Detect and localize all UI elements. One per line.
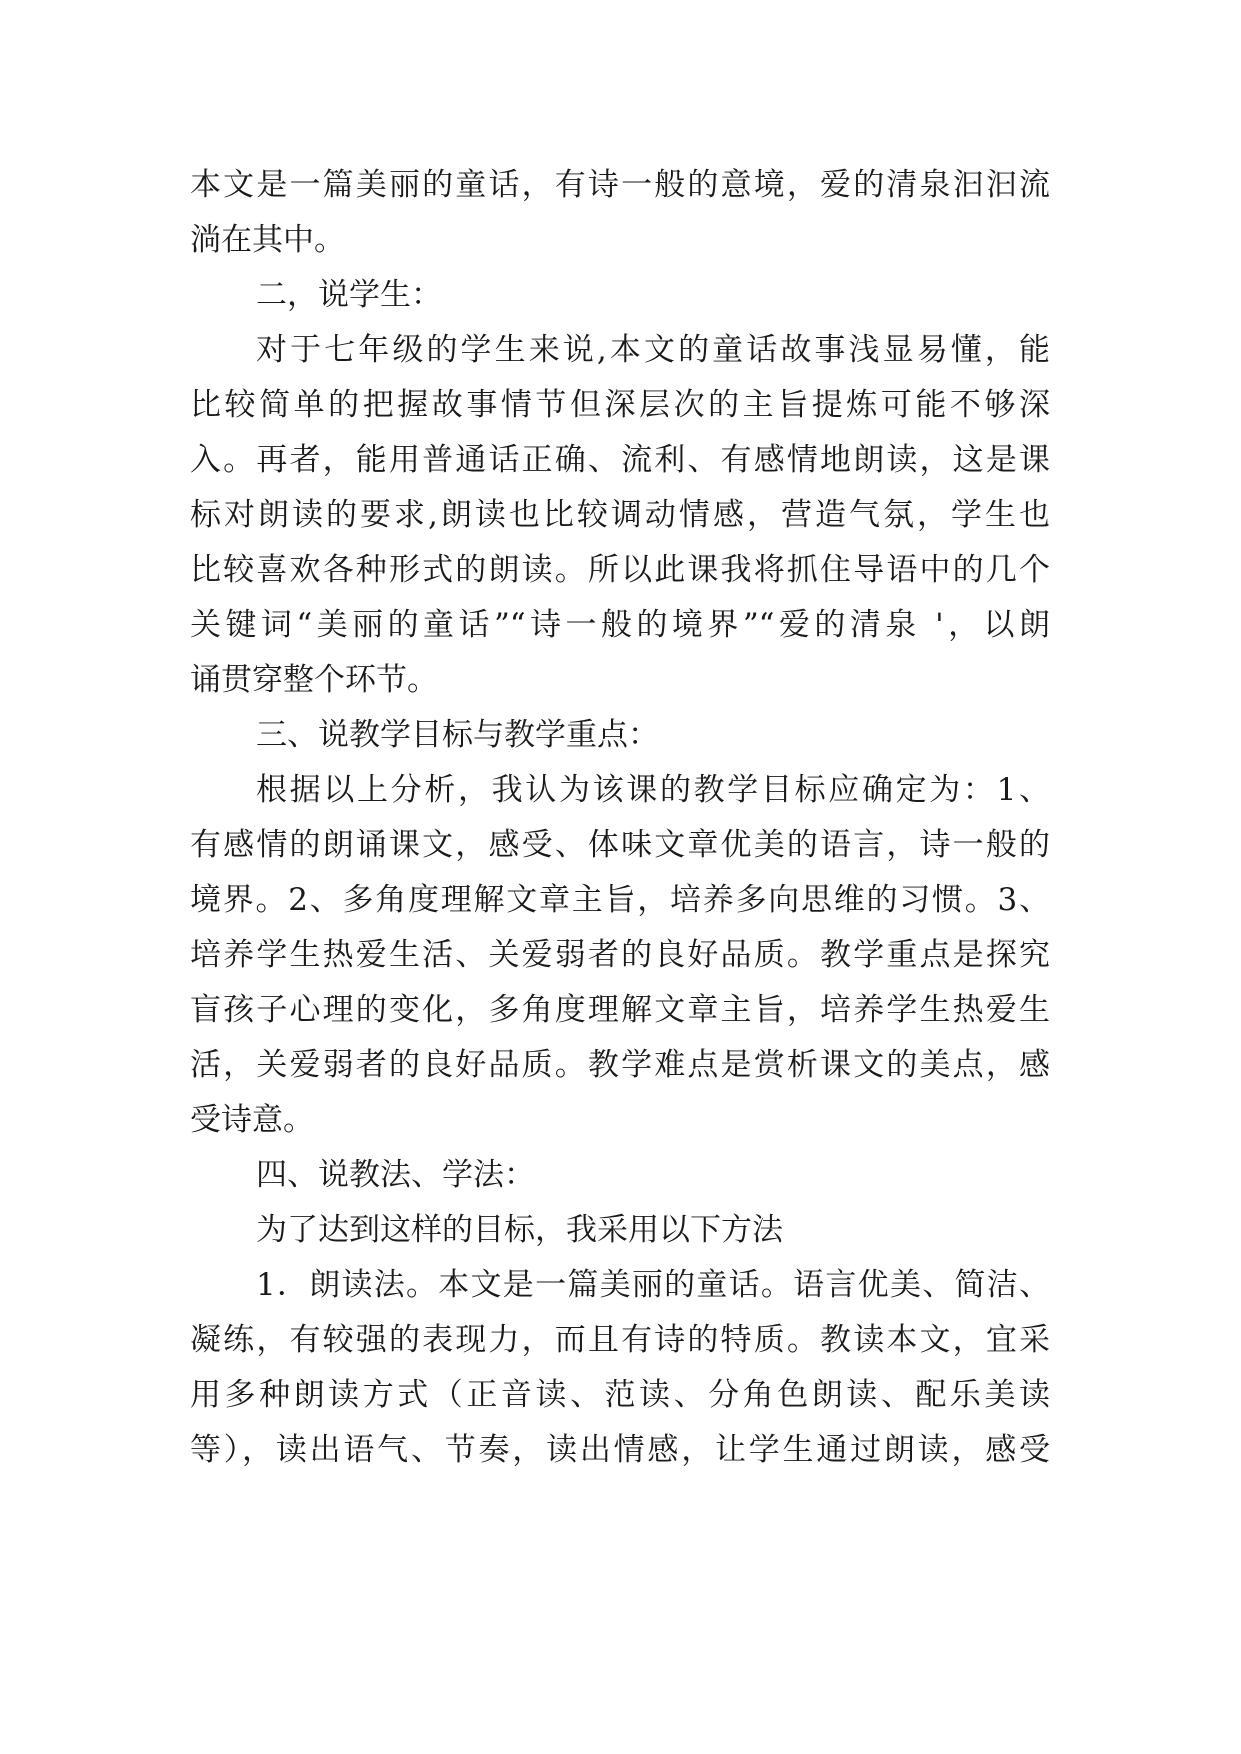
body-text-line: 为了达到这样的目标，我采用以下方法 (256, 1212, 783, 1248)
body-text-line: 关键词“美丽的童话”“诗一般的境界”“爱的清泉 '，以朗 (190, 607, 1050, 643)
body-text-line: 活，关爱弱者的良好品质。教学难点是赏析课文的美点，感 (190, 1047, 1050, 1083)
body-text-line: 等），读出语气、节奏，读出情感，让学生通过朗读，感受 (190, 1432, 1050, 1468)
body-text-line: 凝练，有较强的表现力，而且有诗的特质。教读本文，宜采 (190, 1322, 1050, 1358)
body-text-line: 淌在其中。 (190, 222, 345, 258)
body-text-line: 用多种朗读方式（正音读、范读、分角色朗读、配乐美读 (190, 1377, 1050, 1413)
body-text-line: 根据以上分析，我认为该课的教学目标应确定为：1、 (256, 772, 1050, 808)
body-text-line: 本文是一篇美丽的童话，有诗一般的意境，爱的清泉汩汩流 (190, 167, 1050, 203)
body-text-line: 诵贯穿整个环节。 (190, 662, 438, 698)
section-heading: 四、说教法、学法： (256, 1157, 535, 1193)
body-text-line: 标对朗读的要求,朗读也比较调动情感，营造气氛，学生也 (190, 497, 1050, 533)
body-text-line: 1．朗读法。本文是一篇美丽的童话。语言优美、简洁、 (256, 1267, 1050, 1303)
body-text-line: 入。再者，能用普通话正确、流利、有感情地朗读，这是课 (190, 442, 1050, 478)
body-text-line: 比较简单的把握故事情节但深层次的主旨提炼可能不够深 (190, 387, 1050, 423)
body-text-line: 盲孩子心理的变化，多角度理解文章主旨，培养学生热爱生 (190, 992, 1050, 1028)
body-text-line: 对于七年级的学生来说,本文的童话故事浅显易懂，能 (256, 332, 1050, 368)
body-text-line: 有感情的朗诵课文，感受、体味文章优美的语言，诗一般的 (190, 827, 1050, 863)
body-text-line: 境界。2、多角度理解文章主旨，培养多向思维的习惯。3、 (190, 882, 1050, 918)
body-text-line: 培养学生热爱生活、关爱弱者的良好品质。教学重点是探究 (190, 937, 1050, 973)
section-heading: 二，说学生： (256, 277, 442, 313)
section-heading: 三、说教学目标与教学重点： (256, 717, 659, 753)
body-text-line: 受诗意。 (190, 1102, 314, 1138)
body-text-line: 比较喜欢各种形式的朗读。所以此课我将抓住导语中的几个 (190, 552, 1050, 588)
